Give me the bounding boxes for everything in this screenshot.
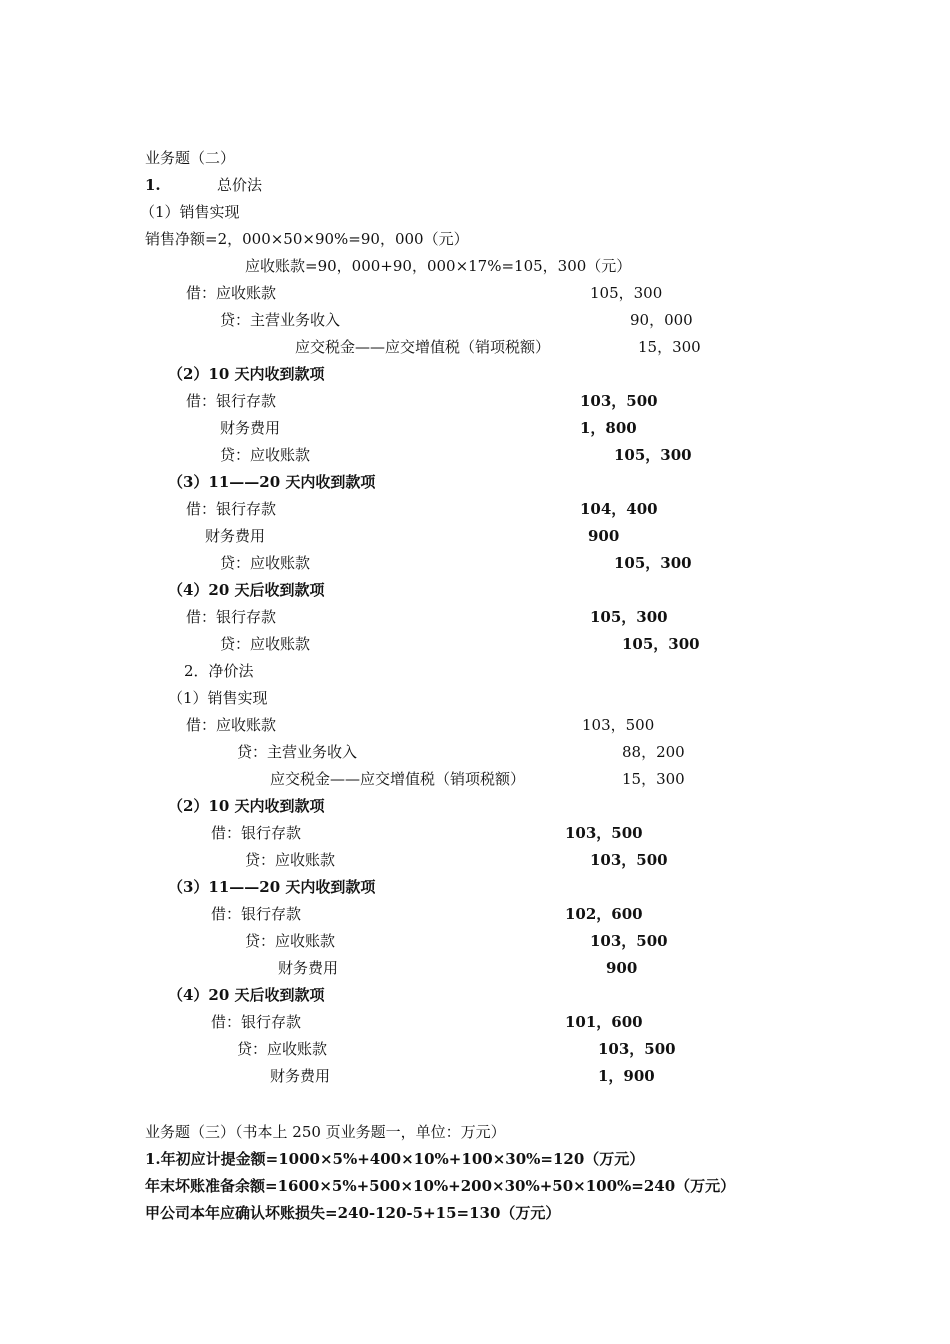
p1-s3-title: （3）11——20 天内收到款项: [168, 473, 376, 491]
p2-s4-title: （4）20 天后收到款项: [168, 986, 325, 1004]
p2-s1-title: （1）销售实现: [168, 689, 268, 707]
p1-s1-ar-calc: 应收账款=90，000+90，000×17%=105，300（元）: [245, 257, 632, 275]
section3-title: 业务题（三）（书本上 250 页业务题一，单位：万元）: [145, 1123, 506, 1141]
p1-s1-debit: 借：应收账款: [186, 284, 277, 302]
p2-s1-credit2: 应交税金——应交增值税（销项税额）: [270, 770, 526, 788]
p1-s2-credit-amount: 105，300: [614, 446, 692, 464]
p1-s2-debit2: 财务费用: [220, 419, 281, 437]
p1-s1-net-sales: 销售净额=2，000×50×90%=90，000（元）: [145, 230, 469, 248]
part1-label: 总价法: [217, 176, 263, 194]
p1-s3-debit2-amount: 900: [588, 527, 620, 545]
p1-s3-debit: 借：银行存款: [186, 500, 277, 518]
p1-s3-credit-amount: 105，300: [614, 554, 692, 572]
p1-s4-debit: 借：银行存款: [186, 608, 277, 626]
p1-s4-debit-amount: 105，300: [590, 608, 668, 626]
p1-s4-title: （4）20 天后收到款项: [168, 581, 325, 599]
p2-s4-credit: 贷：应收账款: [237, 1040, 328, 1058]
p2-s2-credit-amount: 103，500: [590, 851, 668, 869]
p1-s1-credit: 贷：主营业务收入: [220, 311, 341, 329]
p2-s3-title: （3）11——20 天内收到款项: [168, 878, 376, 896]
p2-s4-debit: 借：银行存款: [211, 1013, 302, 1031]
p2-s3-credit: 贷：应收账款: [245, 932, 336, 950]
p1-s2-debit: 借：银行存款: [186, 392, 277, 410]
p2-s4-debit-amount: 101，600: [565, 1013, 643, 1031]
p2-s4-credit-amount: 103，500: [598, 1040, 676, 1058]
p1-s1-credit-amount: 90，000: [630, 311, 693, 329]
p2-s1-debit-amount: 103，500: [582, 716, 655, 734]
part1-number: 1.: [145, 176, 161, 194]
p2-s4-credit2-amount: 1，900: [598, 1067, 655, 1085]
p1-s4-credit-amount: 105，300: [622, 635, 700, 653]
p1-s1-debit-amount: 105，300: [590, 284, 663, 302]
p1-s4-credit: 贷：应收账款: [220, 635, 311, 653]
p2-s3-credit2-amount: 900: [606, 959, 638, 977]
p1-s2-debit-amount: 103，500: [580, 392, 658, 410]
p2-s2-credit: 贷：应收账款: [245, 851, 336, 869]
part2-title: 2．净价法: [184, 662, 254, 680]
p2-s4-credit2: 财务费用: [270, 1067, 331, 1085]
p1-s3-credit: 贷：应收账款: [220, 554, 311, 572]
p2-s1-credit2-amount: 15，300: [622, 770, 685, 788]
p1-s1-credit2-amount: 15，300: [638, 338, 701, 356]
p1-s1-title: （1）销售实现: [140, 203, 240, 221]
p2-s2-debit: 借：银行存款: [211, 824, 302, 842]
p2-s2-title: （2）10 天内收到款项: [168, 797, 325, 815]
p1-s2-credit: 贷：应收账款: [220, 446, 311, 464]
p1-s2-debit2-amount: 1，800: [580, 419, 637, 437]
p2-s1-debit: 借：应收账款: [186, 716, 277, 734]
p2-s3-debit: 借：银行存款: [211, 905, 302, 923]
p2-s3-debit-amount: 102，600: [565, 905, 643, 923]
p2-s3-credit2: 财务费用: [278, 959, 339, 977]
p1-s1-credit2: 应交税金——应交增值税（销项税额）: [295, 338, 551, 356]
section3-line3: 甲公司本年应确认坏账损失=240-120-5+15=130（万元）: [145, 1204, 561, 1222]
p2-s1-credit-amount: 88，200: [622, 743, 685, 761]
p1-s2-title: （2）10 天内收到款项: [168, 365, 325, 383]
p1-s3-debit2: 财务费用: [205, 527, 266, 545]
section3-line1: 1.年初应计提金额=1000×5%+400×10%+100×30%=120（万元）: [145, 1150, 645, 1168]
p2-s3-credit-amount: 103，500: [590, 932, 668, 950]
p1-s3-debit-amount: 104，400: [580, 500, 658, 518]
section3-line2: 年末坏账准备余额=1600×5%+500×10%+200×30%+50×100%=240（万元）: [145, 1177, 736, 1195]
p2-s2-debit-amount: 103，500: [565, 824, 643, 842]
section2-title: 业务题（二）: [145, 149, 236, 167]
p2-s1-credit: 贷：主营业务收入: [237, 743, 358, 761]
